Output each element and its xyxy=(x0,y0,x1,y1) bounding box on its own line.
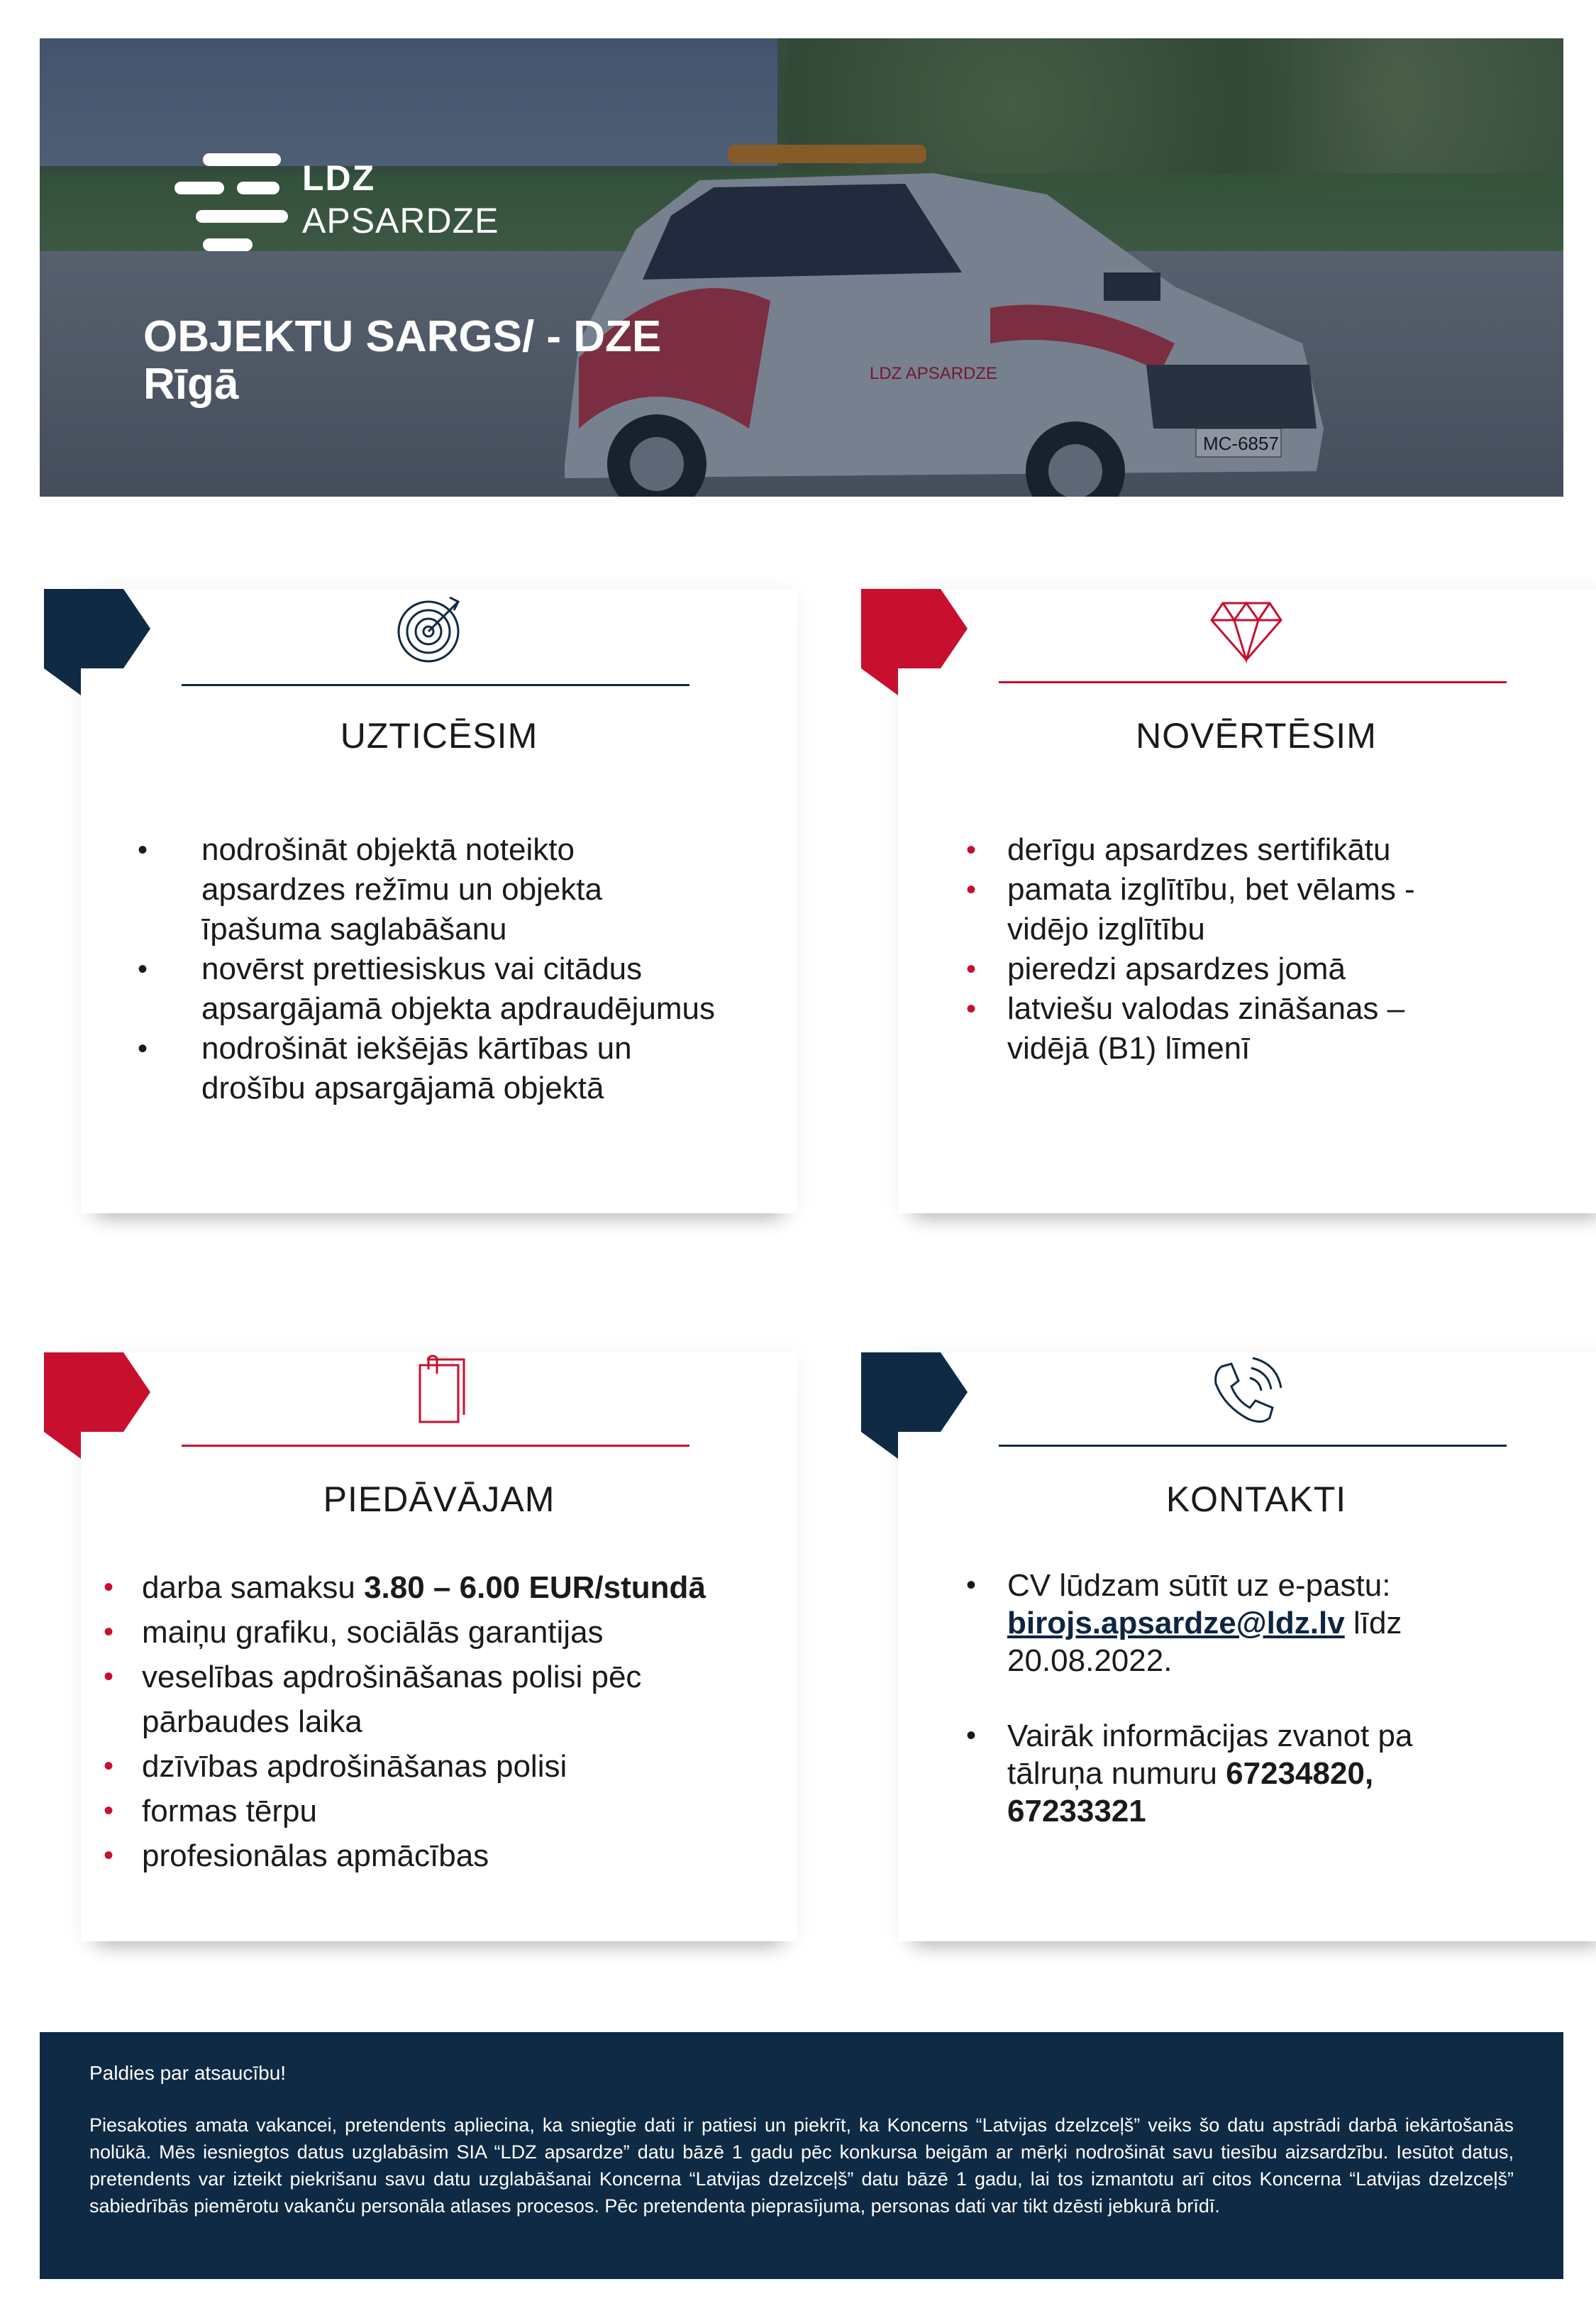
hero-banner xyxy=(40,38,1563,497)
email-link[interactable]: birojs.apsardze@ldz.lv xyxy=(1007,1606,1345,1640)
footer-thanks: Paldies par atsaucību! xyxy=(89,2062,287,2084)
card-title: KONTAKTI xyxy=(1165,1479,1347,1519)
phone-icon xyxy=(1206,1352,1284,1430)
list-item: • formas tērpu xyxy=(104,1794,317,1828)
trust-list xyxy=(138,830,783,1108)
list-item: • dzīvības apdrošināšanas polisi xyxy=(104,1749,567,1784)
card-title: UZTICĒSIM xyxy=(340,716,538,756)
card-tab-marker xyxy=(44,1352,150,1459)
job-location: Rīgā xyxy=(143,359,239,409)
list-item: • pieredzi apsardzes jomā xyxy=(966,951,1346,986)
ldz-apsardze-logo xyxy=(174,145,515,258)
list-item: • profesionālas apmācības xyxy=(104,1838,489,1873)
card-divider xyxy=(182,684,689,686)
card-tab-marker xyxy=(861,589,968,695)
car-plate: MC-6857 xyxy=(1203,433,1279,454)
list-item: • veselības apdrošināšanas polisi pēc pārbaudes laika xyxy=(104,1660,642,1739)
phone-number-1[interactable]: 67234820, xyxy=(1226,1756,1374,1791)
card-tab-marker xyxy=(44,589,150,695)
footer-notice xyxy=(40,2032,1563,2279)
salary-value: 3.80 – 6.00 EUR/stundā xyxy=(364,1570,706,1605)
card-value xyxy=(898,589,1596,1213)
list-item-salary: • darba samaksu 3.80 – 6.00 EUR/stundā xyxy=(104,1570,706,1605)
list-item-phone: • Vairāk informācijas zvanot pa tālruņa numuru 67234820, 67233321 xyxy=(966,1719,1413,1828)
diamond-icon xyxy=(1207,589,1285,667)
footer-legal-text: Piesakoties amata vakancei, pretendents apliecina, ka sniegtie dati ir patiesi un piekrīt, ka Koncerns “Latvijas dzelzceļš” veiks šo datu apstrādi darbā iekārtošanās nolūkā. Mēs iesniegtos datus uzglabāsim SIA “LDZ apsardze” datu bāzē 1 gadu pēc konkursa beigām ar mērķi nodrošināt savu tiesību aizsardzību. Iesūtot datus, pretendents var izteikt piekrišanu savu datu uzglabāšanai Koncerna “Latvijas dzelzceļš” datu bāzē 1 gadu, lai tos izmantotu arī citos Koncerna “Latvijas dzelzceļš” sabiedrībās piemērotu vakanču personāla atlases procesos. Pēc pretendenta pieprasījuma, personas dati var tikt dzēsti jebkurā brīdī. xyxy=(89,2114,1514,2217)
list-item: • latviešu valodas zināšanas – vidējā (B1) līmenī xyxy=(966,991,1405,1066)
card-title: NOVĒRTĒSIM xyxy=(1136,716,1377,756)
list-item: • nodrošināt objektā noteikto apsardzes režīmu un objekta īpašuma saglabāšanu xyxy=(138,832,602,947)
card-offer xyxy=(81,1352,797,1941)
logo-ldz-text: LDZ xyxy=(302,158,376,198)
value-list xyxy=(966,830,1596,1069)
card-divider xyxy=(182,1445,689,1447)
contacts-list xyxy=(966,1567,1596,1830)
card-trust xyxy=(81,589,797,1213)
card-divider xyxy=(999,1445,1507,1447)
documents-icon xyxy=(400,1352,478,1430)
job-title: OBJEKTU SARGS/ - DZE xyxy=(143,312,662,361)
list-item: • derīgu apsardzes sertifikātu xyxy=(966,832,1391,867)
card-divider xyxy=(999,681,1507,683)
phone-number-2[interactable]: 67233321 xyxy=(1007,1794,1146,1828)
car-door-logo: LDZ APSARDZE xyxy=(870,364,998,383)
hero-overlay xyxy=(40,38,1563,497)
offer-list xyxy=(104,1565,780,1878)
list-item-cv: • CV lūdzam sūtīt uz e-pastu: birojs.apsardze@ldz.lv līdz 20.08.2022. xyxy=(966,1568,1402,1678)
target-icon xyxy=(393,589,471,667)
card-tab-marker xyxy=(861,1352,968,1459)
list-item: • pamata izglītību, bet vēlams - vidējo izglītību xyxy=(966,872,1415,947)
logo-apsardze-text: APSARDZE xyxy=(302,201,499,241)
card-title: PIEDĀVĀJAM xyxy=(323,1479,555,1519)
hero-title-block xyxy=(143,314,661,409)
card-contacts xyxy=(898,1352,1596,1941)
list-item: • maiņu grafiku, sociālās garantijas xyxy=(104,1615,604,1650)
list-item: • novērst prettiesiskus vai citādus apsargājamā objekta apdraudējumus xyxy=(138,951,716,1026)
list-item: • nodrošināt iekšējās kārtības un drošību apsargājamā objektā xyxy=(138,1031,632,1105)
